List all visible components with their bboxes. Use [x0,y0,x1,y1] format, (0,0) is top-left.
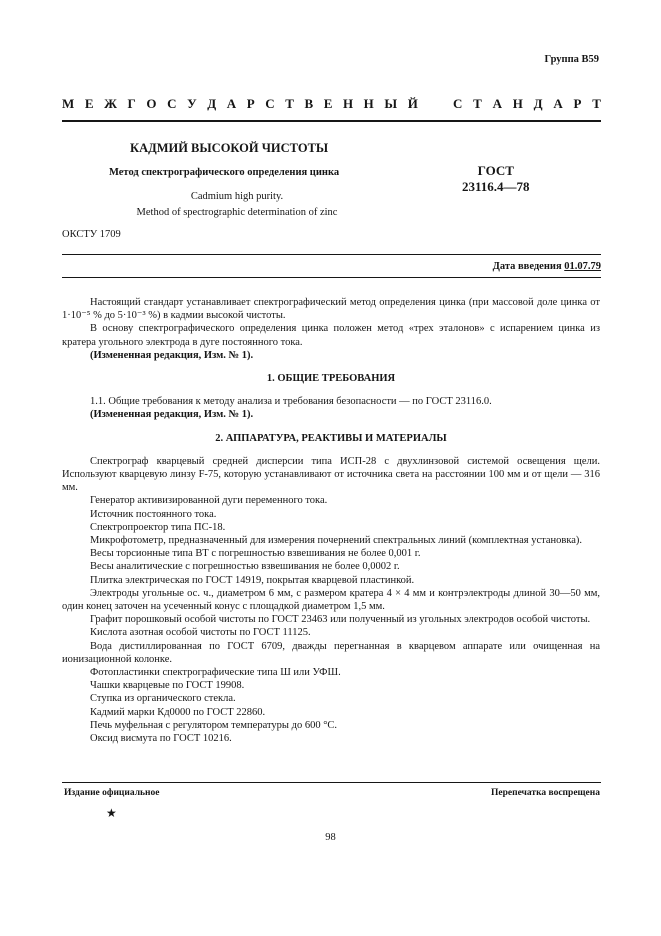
equipment-item: Кислота азотная особой чистоты по ГОСТ 11125. [90,627,311,639]
banner-letter: Н [512,96,523,111]
equipment-item: Микрофотометр, предназначенный для измерения почернений спектральных линий (комплектная установка). [90,535,583,547]
equipment-item: Ступка из органического стекла. [90,693,236,705]
section-1-amendment-note: (Измененная редакция, Изм. № 1). [90,409,254,421]
date-rule [62,254,601,255]
banner-letter: Е [84,96,94,111]
page-number: 98 [325,832,336,843]
section-1-paragraph: 1.1. Общие требования к методу анализа и требования безопасности — по ГОСТ 23116.0. [90,396,492,408]
banner-word-standard [453,96,601,112]
banner-letter: С [453,96,463,111]
header-rule [62,120,601,122]
banner-letter: Д [207,96,217,111]
intro-paragraph-1: Настоящий стандарт устанавливает спектрографический метод определения цинка (при массовой доле цинка от 1·10⁻⁵ % до 5·10⁻³ %) в кадмии высокой чистоты. [62,297,600,322]
equipment-item: Чашки кварцевые по ГОСТ 19908. [90,680,245,692]
banner-letter: Ы [384,96,398,111]
equipment-item: Генератор активизированной дуги переменного тока. [90,495,328,507]
english-title-line1: Cadmium high purity. [190,191,284,202]
footer-rule [62,782,601,783]
english-title-line2: Method of spectrographic determination of zinc [136,207,338,218]
equipment-item: Графит порошковый особой чистоты по ГОСТ 23463 или полученный из угольных электродов особой чистоты. [90,614,591,626]
banner-letter: С [167,96,177,111]
reprint-prohibited-label: Перепечатка воспрещена [490,788,600,798]
section-1-heading: 1. ОБЩИЕ ТРЕБОВАНИЯ [266,373,396,385]
equipment-item: Фотопластинки спектрографические типа Ш или УФШ. [90,667,341,679]
equipment-item: Источник постоянного тока. [90,508,217,520]
banner-letter: Ж [104,96,117,111]
equipment-item: Спектропроектор типа ПС-18. [90,521,226,533]
effective-date-label: Дата введения [492,261,562,272]
intro-paragraph-2: В основу спектрографического определения цинка положен метод «трех эталонов» с испарением цинка из кратера угольного электрода в дуге постоянного тока. [62,323,600,348]
banner-letter: Д [533,96,543,111]
banner-letter: С [265,96,275,111]
official-edition-label: Издание официальное [64,788,160,798]
equipment-item: Спектрограф кварцевый средней дисперсии типа ИСП-28 с двухлинзовой системой освещения щели. Используют кварцевую линзу F-75, которую устанавливают от источника света на расстоянии 100 мм и от щели — 316 мм. [62,455,600,494]
document-title: КАДМИЙ ВЫСОКОЙ ЧИСТОТЫ [130,141,329,155]
equipment-item: Вода дистиллированная по ГОСТ 6709, дважды перегнанная в кварцевом аппарате или очищенная на ионизационной колонке. [62,640,600,665]
banner-letter: Е [323,96,333,111]
banner-letter: Т [285,96,294,111]
banner-letter: Н [363,96,374,111]
okstu-code: ОКСТУ 1709 [62,229,121,240]
banner-letter: Й [407,96,418,111]
document-subtitle: Метод спектрографического определения цинка [109,167,340,178]
banner-letter: А [226,96,237,111]
intro-amendment-note: (Измененная редакция, Изм. № 1). [90,349,254,361]
banner-letter: О [146,96,157,111]
star-icon: ★ [106,806,117,820]
group-code: Группа В59 [544,54,599,65]
effective-date [493,261,601,272]
gost-code: 23116.4—78 [462,179,530,194]
banner-letter: У [187,96,197,111]
equipment-item: Печь муфельная с регулятором температуры до 600 °С. [90,719,338,731]
banner-letter: Г [127,96,136,111]
equipment-item: Кадмий марки Кд0000 по ГОСТ 22860. [90,706,266,718]
banner-letter: М [62,96,75,111]
effective-date-value: 01.07.79 [564,261,601,272]
banner-letter: Т [473,96,482,111]
equipment-item: Весы аналитические с погрешностью взвешивания не более 0,0002 г. [90,561,400,573]
equipment-item: Оксид висмута по ГОСТ 10216. [90,733,232,745]
banner-letter: Р [246,96,255,111]
equipment-list [62,455,600,745]
banner-letter: А [492,96,502,111]
equipment-item: Плитка электрическая по ГОСТ 14919, покрытая кварцевой пластинкой. [90,574,415,586]
gost-number [462,163,530,195]
gost-label: ГОСТ [477,163,514,178]
banner-letter: Р [573,96,582,111]
banner-letter: Т [592,96,601,111]
english-title [62,189,412,221]
equipment-item: Весы торсионные типа ВТ с погрешностью взвешивания не более 0,001 г. [90,548,421,560]
banner-letter: А [553,96,563,111]
banner-word-interstate [62,96,418,112]
banner-letter: Н [342,96,354,111]
standard-banner [62,96,601,112]
banner-letter: В [304,96,314,111]
equipment-item: Электроды угольные ос. ч., диаметром 6 мм, с размером кратера 4 × 4 мм и контрэлектроды длиной 30—50 мм, один конец заточен на усеченный конус с площадкой диаметром 1,5 мм. [62,587,600,613]
document-body [62,296,600,745]
section-2-heading: 2. АППАРАТУРА, РЕАКТИВЫ И МАТЕРИАЛЫ [215,432,447,444]
body-top-rule [62,277,601,278]
